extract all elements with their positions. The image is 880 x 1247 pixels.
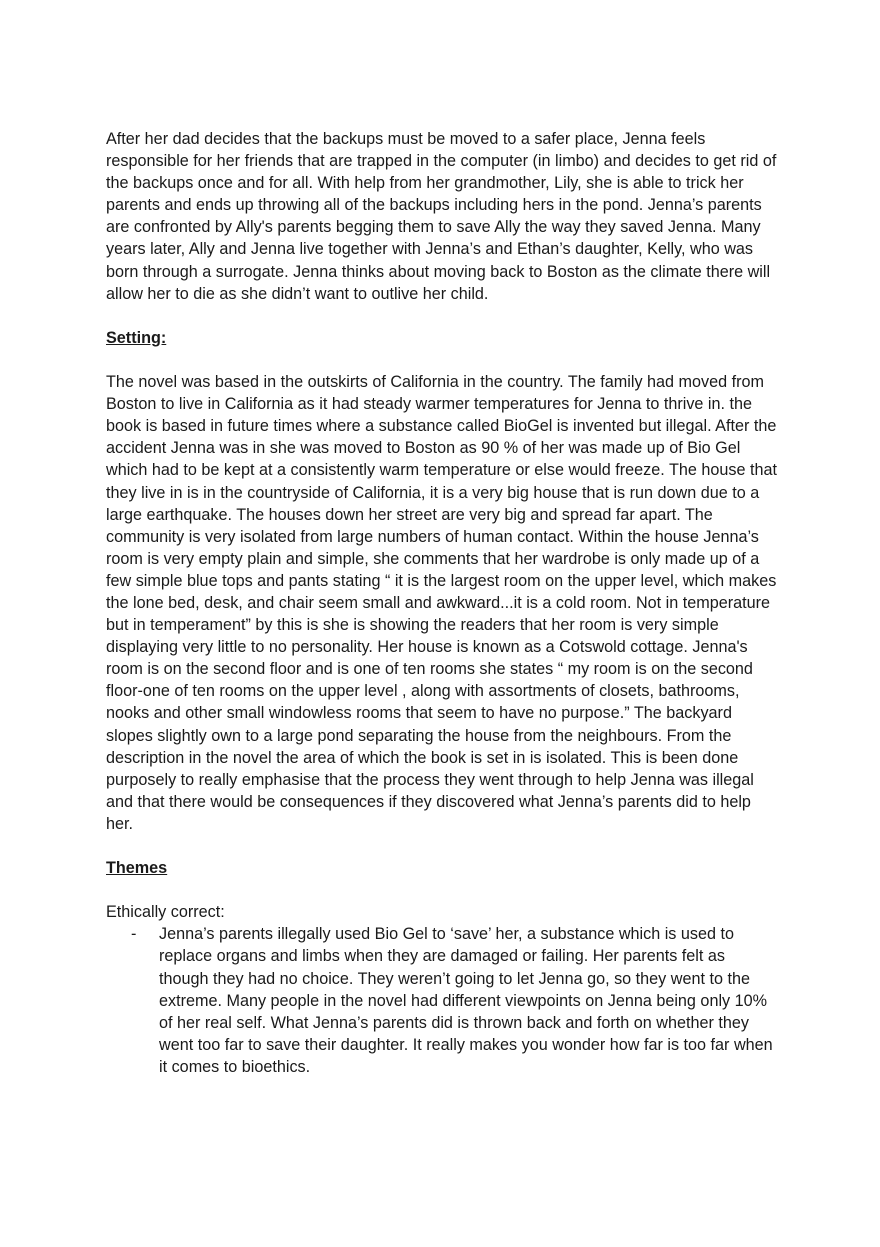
themes-heading: Themes xyxy=(106,859,168,878)
paragraph-spacer xyxy=(106,879,778,901)
paragraph-spacer xyxy=(106,305,778,327)
themes-subheading: Ethically correct: xyxy=(106,903,225,922)
document-body xyxy=(106,128,778,1078)
bullet-text: Jenna’s parents illegally used Bio Gel to ‘save’ her, a substance which is used to replace organs and limbs when they are damaged or failing. Her parents felt as though they had no choice. They weren’t going to let Jenna go, so they went to the extreme. Many people in the novel had different viewpoints on Jenna being only 10% of her real self. What Jenna’s parents did is thrown back and forth on whether they went too far to save their daughter. It really makes you wonder how far is too far when it comes to bioethics. xyxy=(159,925,773,1076)
list-item xyxy=(106,923,778,1078)
themes-bullet-list xyxy=(106,923,778,1078)
paragraph-spacer xyxy=(106,835,778,857)
dash-bullet-marker: - xyxy=(131,925,137,944)
setting-heading: Setting: xyxy=(106,328,167,347)
setting-paragraph: The novel was based in the outskirts of California in the country. The family had moved from Boston to live in California as it had steady warmer temperatures for Jenna to thrive in. the book is based in future times where a substance called BioGel is invented but illegal. After the accident Jenna was in she was moved to Boston as 90 % of her was made up of Bio Gel which had to be kept at a consistently warm temperature or else would freeze. The house that they live in is in the countryside of California, it is a very big house that is run down due to a large earthquake. The houses down her street are very big and spread far apart. The community is very isolated from large numbers of human contact. Within the house Jenna’s room is very empty plain and simple, she comments that her wardrobe is only made up of a few simple blue tops and pants stating “ it is the largest room on the upper level, which makes the lone bed, desk, and chair seem small and awkward...it is a cold room. Not in temperature but in temperament” by this is she is showing the readers that her room is very simple displaying very little to no personality. Her house is known as a Cotswold cottage. Jenna's room is on the second floor and is one of ten rooms she states “ my room is on the second floor-one of ten rooms on the upper level , along with assortments of closets, bathrooms, nooks and other small windowless rooms that seem to have no purpose.” The backyard slopes slightly own to a large pond separating the house from the neighbours. From the description in the novel the area of which the book is set in is isolated. This is been done purposely to really emphasise that the process they went through to help Jenna was illegal and that there would be consequences if they discovered what Jenna’s parents did to help her. xyxy=(106,373,777,833)
paragraph-spacer xyxy=(106,349,778,371)
intro-paragraph: After her dad decides that the backups must be moved to a safer place, Jenna feels responsible for her friends that are trapped in the computer (in limbo) and decides to get rid of the backups once and for all. With help from her grandmother, Lily, she is able to trick her parents and ends up throwing all of the backups including hers in the pond. Jenna’s parents are confronted by Ally's parents begging them to save Ally the way they saved Jenna. Many years later, Ally and Jenna live together with Jenna’s and Ethan’s daughter, Kelly, who was born through a surrogate. Jenna thinks about moving back to Boston as the climate there will allow her to die as she didn’t want to outlive her child. xyxy=(106,130,777,303)
